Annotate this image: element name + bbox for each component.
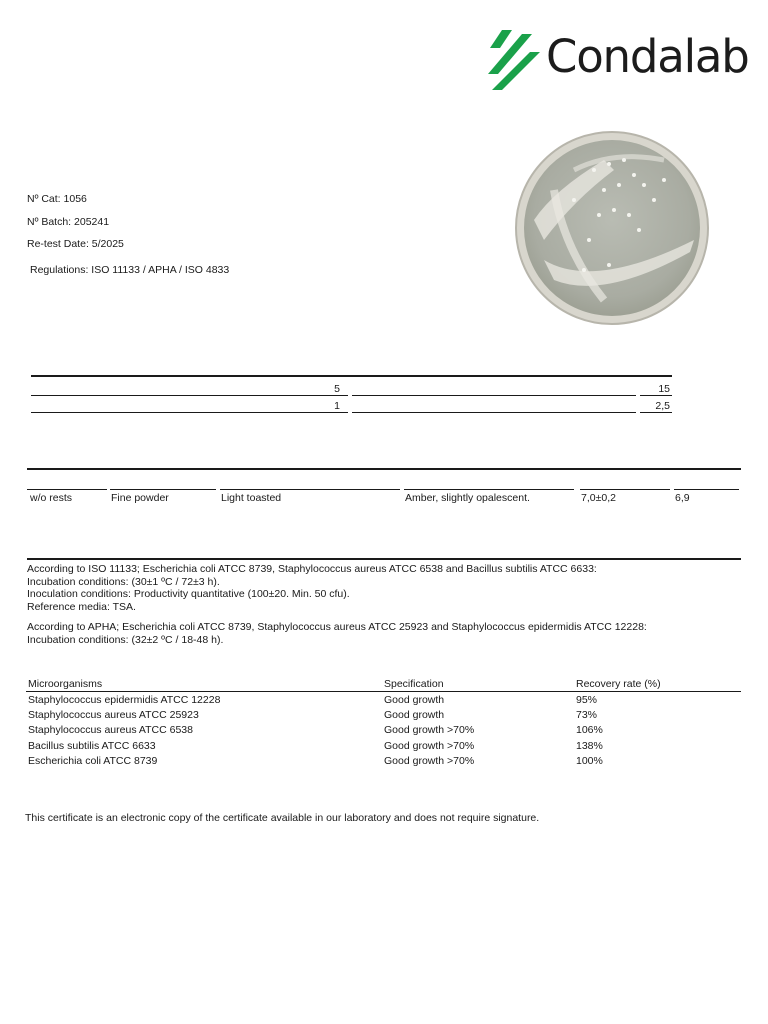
table-header-row <box>26 677 741 692</box>
note-line: According to APHA; Escherichia coli ATCC 8739, Staphylococcus aureus ATCC 25923 and Staphylococcus epidermidis ATCC 12228: <box>27 621 647 633</box>
petri-dish-image <box>514 130 710 326</box>
note-line: Incubation conditions: (30±1 ºC / 72±3 h). <box>27 575 220 588</box>
table2-cell: Light toasted <box>221 492 282 504</box>
certificate-note: This certificate is an electronic copy of the certificate available in our laboratory and does not require signature. <box>25 812 540 824</box>
microorganism-table <box>26 677 741 769</box>
recovery-rate: 138% <box>576 739 603 752</box>
table1-rule <box>640 395 672 396</box>
table1-cell: 15 <box>658 383 670 395</box>
table1-cell: 1 <box>334 400 340 412</box>
recovery-rate: 73% <box>576 709 598 722</box>
table2-rule <box>110 489 216 490</box>
batch-number: Nº Batch: 205241 <box>27 216 110 228</box>
header-recovery-rate: Recovery rate (%) <box>574 677 741 692</box>
table-row <box>26 738 741 753</box>
header-specification: Specification <box>382 677 574 692</box>
condalab-logo <box>488 28 749 92</box>
table-row <box>26 707 741 722</box>
note-line: Reference media: TSA. <box>27 600 136 613</box>
iso-notes <box>27 563 597 613</box>
header-microorganisms: Microorganisms <box>26 677 382 692</box>
specification: Good growth <box>384 709 445 722</box>
table1-rule <box>31 412 348 413</box>
condalab-logo-icon <box>488 28 540 92</box>
retest-date: Re-test Date: 5/2025 <box>27 238 124 250</box>
specification: Good growth <box>384 693 445 706</box>
specification: Good growth >70% <box>384 724 475 737</box>
table1-rule <box>352 395 636 396</box>
table2-cell: Fine powder <box>111 492 169 504</box>
table2-top-rule <box>27 468 741 470</box>
table1-top-rule <box>31 375 672 377</box>
organism-name: Staphylococcus epidermidis ATCC 12228 <box>28 693 221 706</box>
table-row <box>26 754 741 769</box>
table2-cell: 7,0±0,2 <box>581 492 616 504</box>
table-row <box>26 692 741 708</box>
note-line: According to ISO 11133; Escherichia coli ATCC 8739, Staphylococcus aureus ATCC 6538 and Bacillus subtilis ATCC 6633: <box>27 563 597 575</box>
table1-cell: 2,5 <box>655 400 670 412</box>
notes-rule <box>27 558 741 560</box>
recovery-rate: 106% <box>576 724 603 737</box>
regulations: Regulations: ISO 11133 / APHA / ISO 4833 <box>30 264 230 276</box>
table-row <box>26 723 741 738</box>
table1-rule <box>640 412 672 413</box>
organism-name: Bacillus subtilis ATCC 6633 <box>28 739 156 752</box>
apha-notes <box>27 621 647 646</box>
table2-rule <box>27 489 107 490</box>
table2-rule <box>674 489 739 490</box>
recovery-rate: 95% <box>576 693 598 706</box>
table2-cell: Amber, slightly opalescent. <box>405 492 530 504</box>
specification: Good growth >70% <box>384 739 475 752</box>
table2-rule <box>580 489 670 490</box>
table1-cell: 5 <box>334 383 340 395</box>
organism-name: Escherichia coli ATCC 8739 <box>28 755 158 768</box>
note-line: Incubation conditions: (32±2 ºC / 18-48 h). <box>27 633 224 646</box>
table2-rule <box>220 489 400 490</box>
table2-cell: w/o rests <box>30 492 73 504</box>
organism-name: Staphylococcus aureus ATCC 25923 <box>28 709 199 722</box>
specification: Good growth >70% <box>384 755 475 768</box>
table2-cell: 6,9 <box>675 492 690 504</box>
brand-name: Condalab <box>546 30 749 83</box>
table1-rule <box>352 412 636 413</box>
recovery-rate: 100% <box>576 755 603 768</box>
note-line: Inoculation conditions: Productivity quantitative (100±20. Min. 50 cfu). <box>27 588 350 600</box>
cat-number: Nº Cat: 1056 <box>27 193 87 205</box>
organism-name: Staphylococcus aureus ATCC 6538 <box>28 724 193 737</box>
table2-rule <box>404 489 574 490</box>
table1-rule <box>31 395 348 396</box>
